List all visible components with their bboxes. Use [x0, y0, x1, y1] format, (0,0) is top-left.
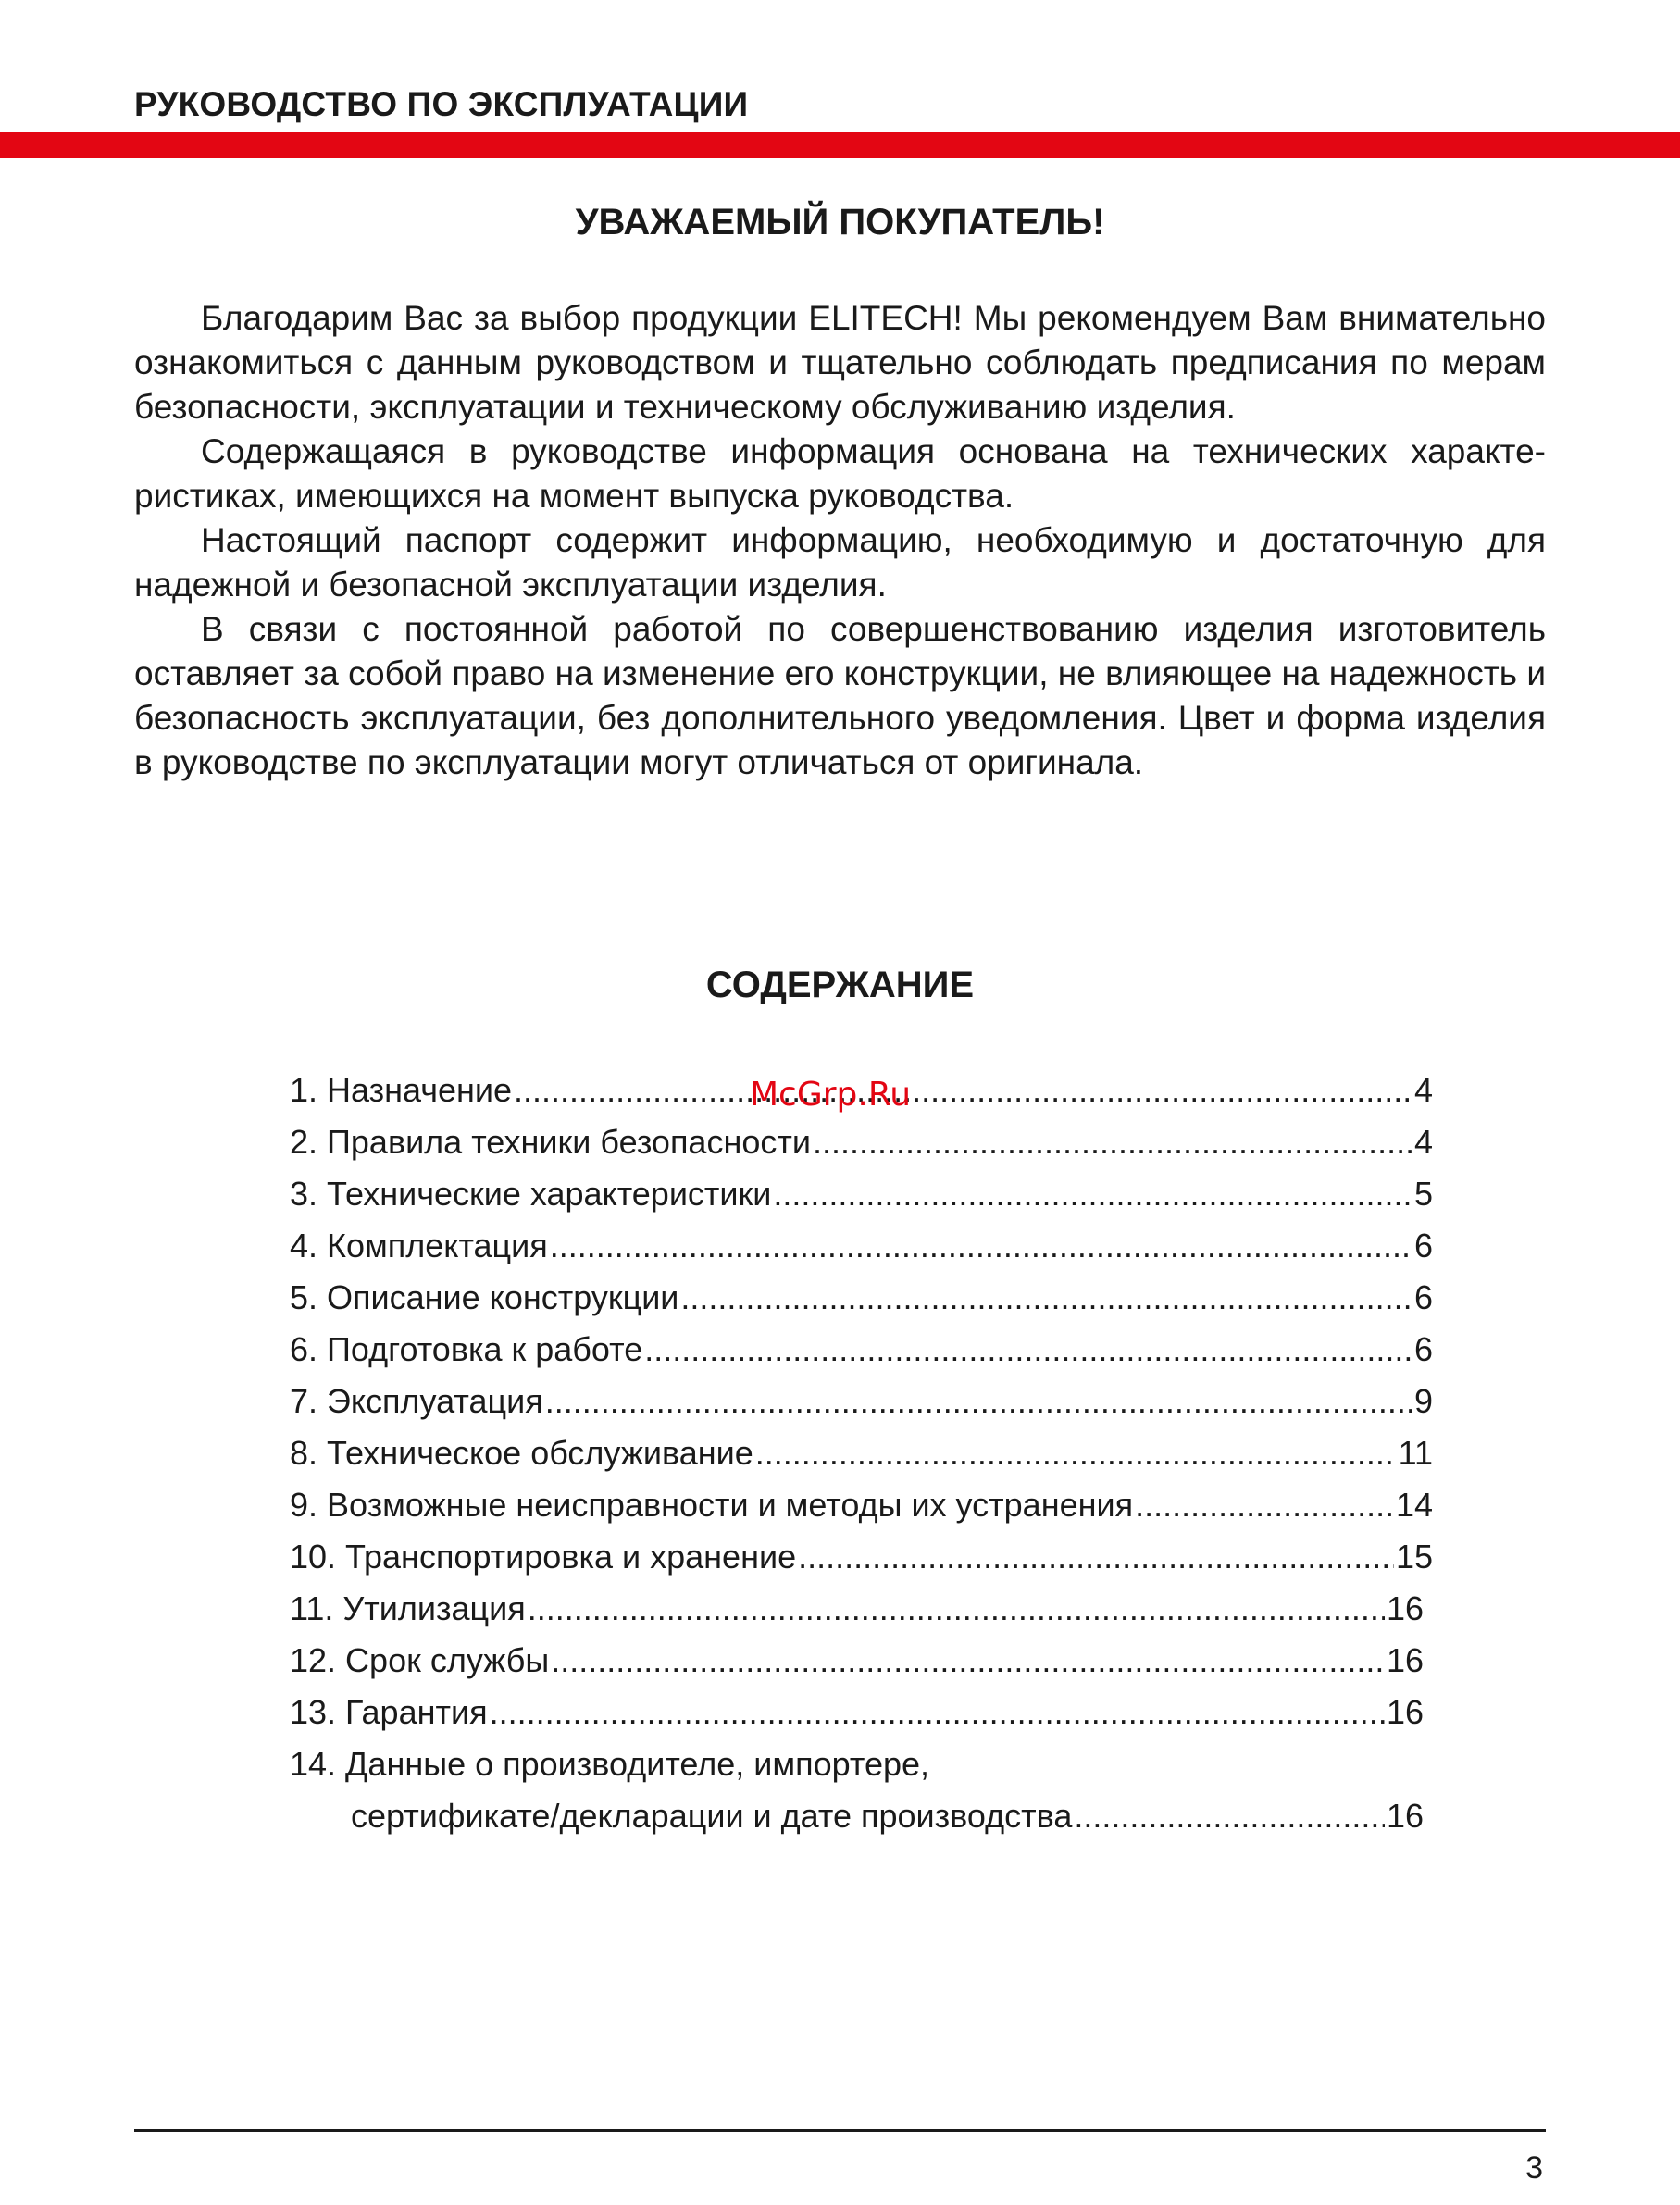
- intro-paragraph: Настоящий паспорт содержит информацию, необходимую и достаточную для надежной и безопасной эксплуатации изделия.: [134, 521, 1546, 604]
- toc-leader-dots: [798, 1531, 1394, 1583]
- toc-item-label: 13. Гарантия: [290, 1693, 488, 1731]
- table-of-contents: [290, 1065, 1433, 1842]
- page-number: 3: [1525, 2150, 1543, 2186]
- toc-item-label: 7. Эксплуатация: [290, 1382, 543, 1420]
- toc-item-page: 6: [1413, 1330, 1433, 1368]
- intro-paragraph: Содержащаяся в руководстве информация основана на технических характеристиках, имеющихся на момент выпуска руководства.: [134, 432, 1546, 515]
- toc-item: [290, 1220, 1433, 1272]
- toc-item-page: 14: [1395, 1486, 1433, 1524]
- toc-item-page: 15: [1395, 1538, 1433, 1576]
- intro-text: [134, 296, 1546, 785]
- toc-leader-dots: [1074, 1790, 1385, 1842]
- toc-item-label: 14. Данные о производителе, импортере,: [290, 1745, 930, 1783]
- toc-item-page: 16: [1386, 1797, 1424, 1835]
- toc-item-label: 9. Возможные неисправности и методы их устранения: [290, 1486, 1134, 1524]
- toc-item-label-line2: сертификате/декларации и дате производства: [351, 1797, 1073, 1835]
- toc-item: [290, 1272, 1433, 1324]
- toc-item-page: 6: [1413, 1278, 1433, 1316]
- toc-item-continuation: [290, 1790, 1424, 1842]
- toc-item-page: 4: [1413, 1123, 1433, 1161]
- toc-item: [290, 1687, 1424, 1738]
- toc-title: СОДЕРЖАНИЕ: [705, 965, 975, 1005]
- toc-leader-dots: [755, 1427, 1397, 1479]
- toc-item: [290, 1479, 1433, 1531]
- toc-item-label: 12. Срок службы: [290, 1641, 550, 1679]
- toc-item-label: 10. Транспортировка и хранение: [290, 1538, 797, 1576]
- toc-leader-dots: [813, 1116, 1412, 1168]
- toc-item-label: 2. Правила техники безопасности: [290, 1123, 811, 1161]
- toc-item: [290, 1738, 1433, 1842]
- footer-divider: [134, 2129, 1546, 2132]
- toc-item: [290, 1168, 1433, 1220]
- toc-item-page: 11: [1398, 1434, 1433, 1472]
- toc-item-label: 5. Описание конструкции: [290, 1278, 679, 1316]
- watermark: McGrp.Ru: [750, 1076, 912, 1114]
- toc-item: [290, 1116, 1433, 1168]
- toc-item-page: 4: [1413, 1071, 1433, 1109]
- toc-leader-dots: [490, 1687, 1385, 1738]
- header-red-bar: [0, 132, 1680, 158]
- toc-item-page: 16: [1386, 1641, 1424, 1679]
- greeting-title: УВАЖАЕМЫЙ ПОКУПАТЕЛЬ!: [575, 202, 1105, 243]
- toc-leader-dots: [644, 1324, 1412, 1376]
- document-header-title: РУКОВОДСТВО ПО ЭКСПЛУАТАЦИИ: [134, 85, 749, 123]
- toc-item-page: 16: [1386, 1589, 1424, 1627]
- toc-item: [290, 1324, 1433, 1376]
- toc-leader-dots: [514, 1065, 1412, 1116]
- toc-leader-dots: [550, 1220, 1412, 1272]
- toc-item-label: 11. Утилизация: [290, 1589, 526, 1627]
- toc-item: [290, 1376, 1433, 1427]
- toc-item-label: 1. Назначение: [290, 1071, 513, 1109]
- toc-item-page: 5: [1413, 1175, 1433, 1213]
- toc-item: [290, 1427, 1433, 1479]
- toc-leader-dots: [545, 1376, 1412, 1427]
- toc-item-page: 16: [1386, 1693, 1424, 1731]
- toc-item-label: 3. Технические характеристики: [290, 1175, 772, 1213]
- intro-paragraph: В связи с постоянной работой по совершенствованию изделия изготовитель оставляет за собой право на изменение его конструкции, не влияющее на надежность и безопасность эксплуатации, без дополнительного уведомления. Цвет и форма изделия в руководстве по эксплуатации могут отличаться от оригинала.: [134, 610, 1546, 781]
- intro-paragraph: Благодарим Вас за выбор продукции ELITECH! Мы рекомендуем Вам внимательно ознакомиться с данным руководством и тщательно соблюдать предписания по мерам безопасности, эксплуатации и техническому обслуживанию изделия.: [134, 299, 1546, 426]
- toc-leader-dots: [551, 1635, 1385, 1687]
- toc-item-label: 8. Техническое обслуживание: [290, 1434, 753, 1472]
- toc-item: [290, 1635, 1424, 1687]
- toc-leader-dots: [773, 1168, 1412, 1220]
- toc-item-page: 9: [1413, 1382, 1433, 1420]
- toc-leader-dots: [1135, 1479, 1394, 1531]
- toc-leader-dots: [680, 1272, 1412, 1324]
- toc-leader-dots: [528, 1583, 1385, 1635]
- toc-item: [290, 1531, 1433, 1583]
- toc-item-label: 4. Комплектация: [290, 1227, 548, 1264]
- toc-item: [290, 1583, 1424, 1635]
- toc-item-page: 6: [1413, 1227, 1433, 1264]
- toc-item-label: 6. Подготовка к работе: [290, 1330, 643, 1368]
